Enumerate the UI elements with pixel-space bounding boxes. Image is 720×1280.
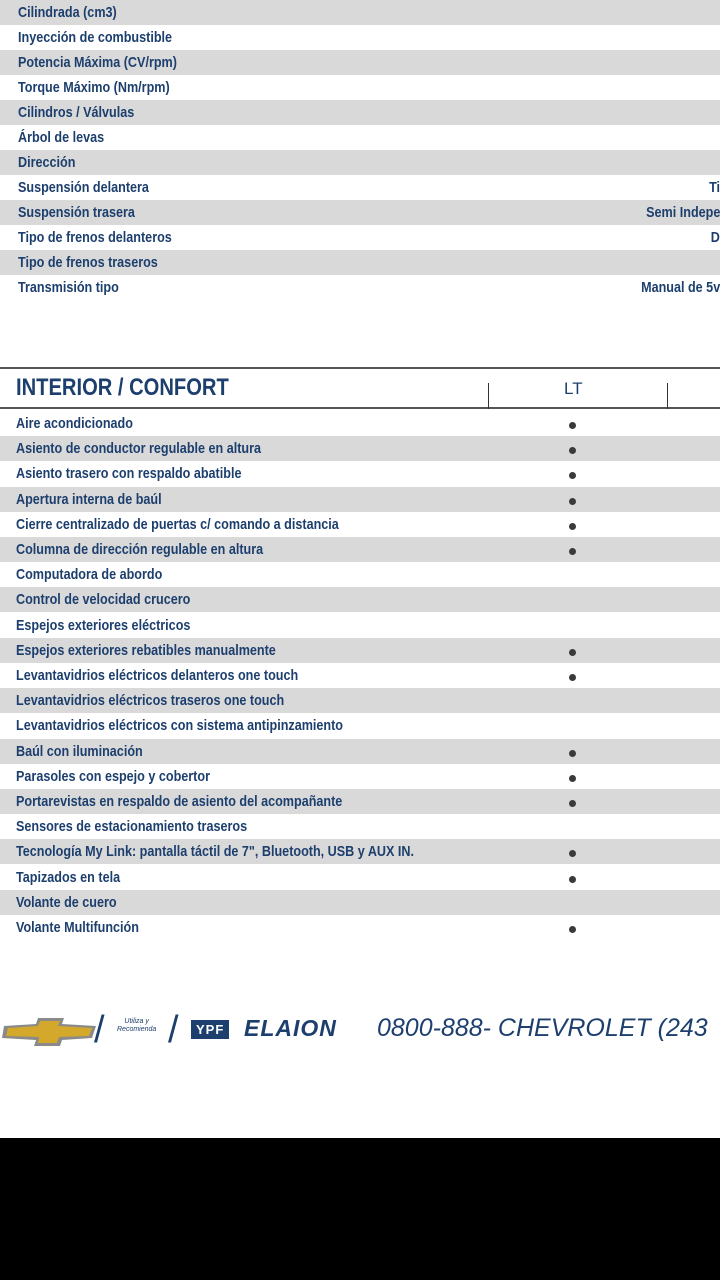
interior-section-title: INTERIOR / CONFORT (16, 374, 229, 401)
feature-label: Asiento trasero con respaldo abatible (16, 465, 242, 483)
feature-label: Parasoles con espejo y cobertor (16, 767, 210, 785)
included-bullet-icon (569, 422, 576, 429)
spec-label: Cilindrada (cm3) (18, 4, 117, 21)
feature-label: Columna de dirección regulable en altura (16, 541, 264, 558)
feature-row (0, 839, 720, 864)
spec-label: Torque Máximo (Nm/rpm) (18, 79, 170, 96)
spec-row (0, 250, 720, 275)
spec-value: Semi Indepe (645, 204, 720, 221)
feature-row (0, 638, 720, 663)
feature-label: Tapizados en tela (16, 868, 121, 886)
feature-label: Computadora de abordo (16, 566, 163, 584)
feature-label: Apertura interna de baúl (16, 490, 162, 508)
feature-row (0, 663, 720, 688)
feature-row (0, 587, 720, 612)
feature-row (0, 688, 720, 713)
header-divider (488, 383, 489, 409)
spec-label: Suspensión delantera (18, 179, 149, 196)
spec-row (0, 175, 720, 200)
feature-label: Cierre centralizado de puertas c/ comando a distancia (16, 515, 339, 533)
included-bullet-icon (569, 498, 576, 505)
feature-row (0, 411, 720, 436)
spec-row (0, 200, 720, 225)
feature-label: Levantavidrios eléctricos con sistema antipinzamiento (16, 717, 344, 735)
spec-label: Cilindros / Válvulas (18, 104, 135, 121)
included-bullet-icon (569, 674, 576, 681)
divider-slash-icon: / (94, 1009, 105, 1051)
included-bullet-icon (569, 447, 576, 454)
feature-label: Espejos exteriores eléctricos (16, 616, 191, 634)
feature-label: Levantavidrios eléctricos delanteros one touch (16, 667, 299, 684)
spec-row (0, 50, 720, 75)
spec-row (0, 0, 720, 25)
included-bullet-icon (569, 926, 576, 933)
divider-slash-icon: / (168, 1009, 179, 1051)
spec-row (0, 225, 720, 250)
feature-row (0, 814, 720, 839)
included-bullet-icon (569, 750, 576, 757)
feature-label: Espejos exteriores rebatibles manualmente (16, 641, 276, 659)
included-bullet-icon (569, 850, 576, 857)
interior-section-header (0, 367, 720, 409)
spec-label: Suspensión trasera (18, 204, 135, 221)
utiliza-recomienda-text: Utiliza y Recomienda (117, 1018, 157, 1033)
spec-label: Tipo de frenos delanteros (18, 229, 172, 246)
feature-row (0, 915, 720, 940)
footer-banner (0, 1010, 720, 1054)
feature-row (0, 613, 720, 638)
feature-row (0, 562, 720, 587)
spec-value: D (710, 229, 720, 246)
included-bullet-icon (569, 876, 576, 883)
feature-row (0, 789, 720, 814)
feature-row (0, 713, 720, 738)
included-bullet-icon (569, 649, 576, 656)
feature-row (0, 890, 720, 915)
spec-value: Manual de 5v (640, 279, 720, 296)
ypf-logo: YPF (191, 1020, 229, 1039)
feature-label: Baúl con iluminación (16, 742, 143, 760)
spec-label: Transmisión tipo (18, 279, 119, 296)
spec-row (0, 100, 720, 125)
included-bullet-icon (569, 800, 576, 807)
feature-row (0, 461, 720, 486)
feature-row (0, 512, 720, 537)
spec-label: Tipo de frenos traseros (18, 254, 158, 271)
elaion-logo: ELAION (244, 1015, 337, 1041)
header-divider (667, 383, 668, 409)
spec-row (0, 125, 720, 150)
spec-label: Inyección de combustible (18, 29, 173, 46)
feature-row (0, 537, 720, 562)
spec-row (0, 275, 720, 300)
spec-row (0, 25, 720, 50)
feature-label: Volante de cuero (16, 893, 117, 911)
spec-value: Ti (709, 179, 720, 196)
feature-row (0, 487, 720, 512)
included-bullet-icon (569, 775, 576, 782)
feature-label: Control de velocidad crucero (16, 591, 191, 609)
feature-label: Sensores de estacionamiento traseros (16, 818, 248, 836)
feature-row (0, 436, 720, 461)
spec-row (0, 75, 720, 100)
feature-row (0, 764, 720, 789)
feature-label: Tecnología My Link: pantalla táctil de 7", Bluetooth, USB y AUX IN. (16, 843, 415, 861)
included-bullet-icon (569, 548, 576, 555)
feature-label: Aire acondicionado (16, 415, 133, 432)
feature-label: Portarevistas en respaldo de asiento del acompañante (16, 793, 343, 810)
feature-row (0, 865, 720, 890)
feature-label: Volante Multifunción (16, 919, 139, 936)
feature-row (0, 739, 720, 764)
feature-label: Levantavidrios eléctricos traseros one touch (16, 692, 285, 710)
feature-label: Asiento de conductor regulable en altura (16, 440, 262, 458)
included-bullet-icon (569, 523, 576, 530)
lt-column-header: LT (564, 379, 583, 398)
included-bullet-icon (569, 472, 576, 479)
spec-label: Dirección (18, 154, 76, 171)
spec-row (0, 150, 720, 175)
chevrolet-bowtie-logo (2, 1016, 98, 1046)
phone-number[interactable]: 0800-888- CHEVROLET (243 (377, 1014, 708, 1042)
spec-label: Potencia Máxima (CV/rpm) (18, 54, 177, 71)
spec-label: Árbol de levas (18, 129, 105, 146)
